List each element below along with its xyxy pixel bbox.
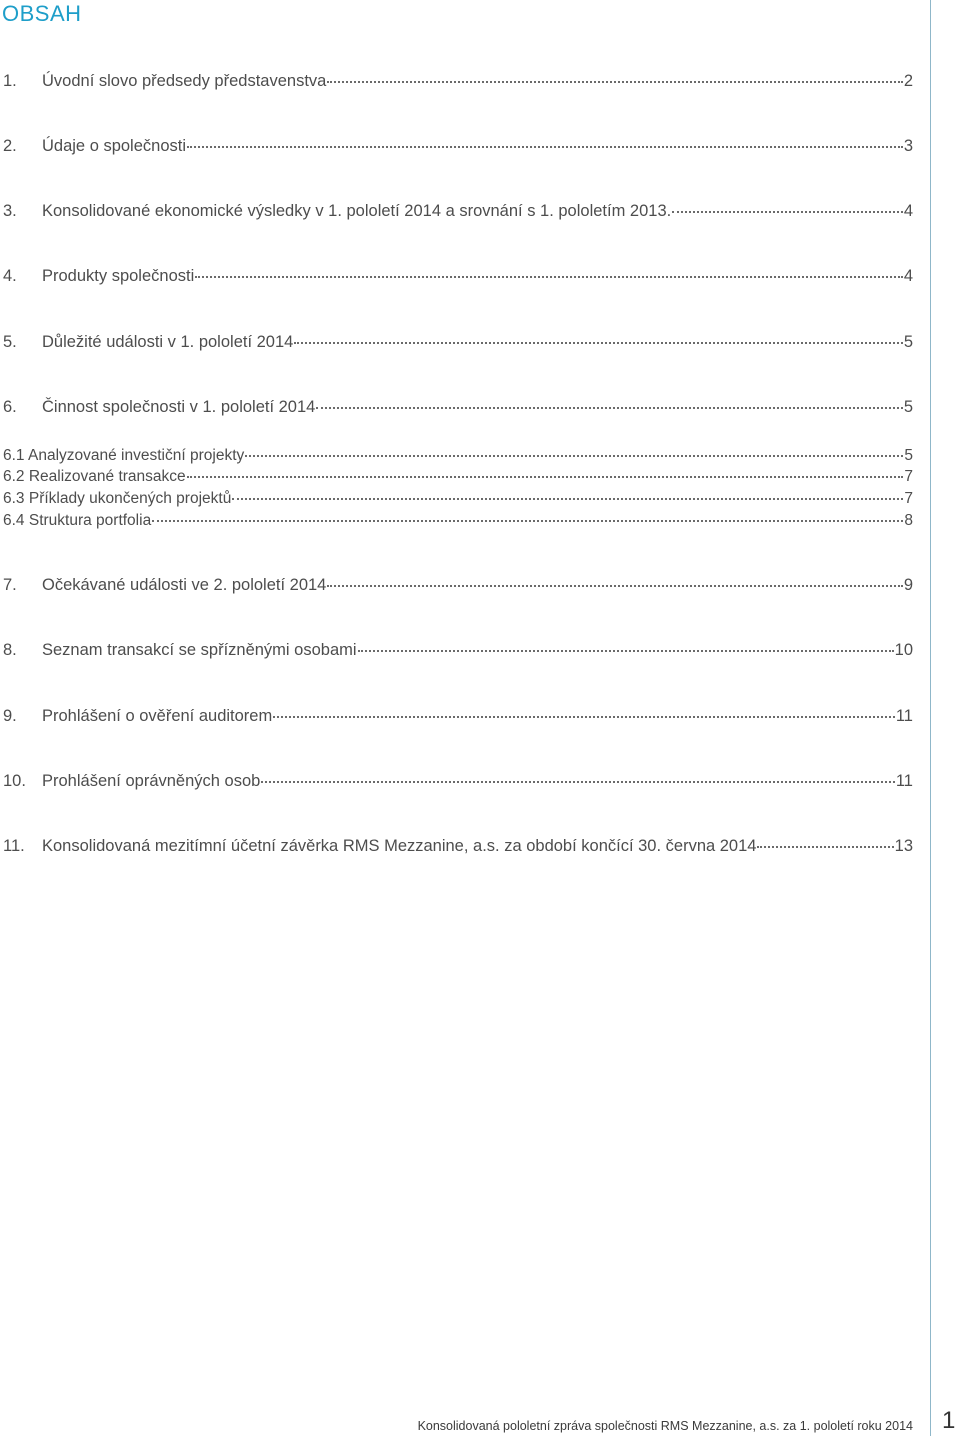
toc-entry-number: 7.: [3, 576, 17, 594]
toc-entry-9[interactable]: [3, 705, 913, 727]
right-margin-rule: [930, 0, 931, 1436]
toc-entry-number: 11.: [3, 837, 25, 855]
toc-entry-number: 2.: [3, 137, 17, 155]
toc-entry-page[interactable]: 2: [903, 72, 913, 90]
dot-leader: [152, 506, 903, 522]
toc-entry-7[interactable]: [3, 574, 913, 596]
toc-entry-number: 4.: [3, 267, 17, 285]
dot-leader: [187, 132, 903, 148]
toc-entry-title[interactable]: 6.4 Struktura portfolia: [3, 512, 152, 529]
toc-entry-8[interactable]: [3, 639, 913, 661]
footer-page-number: 1: [942, 1407, 956, 1434]
toc-entry-title[interactable]: Konsolidovaná mezitímní účetní závěrka RMS Mezzanine, a.s. za období končící 30. června 2014: [42, 837, 757, 855]
toc-entry-3[interactable]: [3, 200, 913, 222]
toc-entry-page[interactable]: 4: [903, 202, 913, 220]
toc-entry-page[interactable]: 4: [903, 267, 913, 285]
toc-entry-page[interactable]: 9: [903, 576, 913, 594]
page-title: OBSAH: [2, 1, 82, 26]
toc-entry-number: 5.: [3, 333, 17, 351]
toc-entry-4[interactable]: [3, 265, 913, 287]
dot-leader: [261, 767, 895, 783]
toc-entry-title[interactable]: Úvodní slovo předsedy představenstva: [42, 72, 327, 90]
toc-entry-title[interactable]: Činnost společnosti v 1. pololetí 2014: [42, 398, 316, 416]
dot-leader: [316, 393, 902, 409]
footer-report-title: Konsolidovaná pololetní zpráva společnosti RMS Mezzanine, a.s. za 1. pololetí roku 2014: [417, 1419, 913, 1433]
toc-entry-title[interactable]: Konsolidované ekonomické výsledky v 1. pololetí 2014 a srovnání s 1. pololetím 2013.: [42, 202, 672, 220]
toc-entry-6-4[interactable]: [3, 509, 913, 531]
toc-entry-page[interactable]: 7: [904, 468, 913, 485]
toc-entry-title[interactable]: Seznam transakcí se spřízněnými osobami: [42, 641, 357, 659]
toc-entry-number: 6.: [3, 398, 17, 416]
dot-leader: [273, 702, 895, 718]
toc-entry-page[interactable]: 10: [894, 641, 913, 659]
dot-leader: [195, 262, 903, 278]
toc-entry-number: 10.: [3, 772, 26, 790]
toc-entry-1[interactable]: [3, 70, 913, 92]
toc-entry-page[interactable]: 11: [895, 772, 913, 790]
toc-entry-title[interactable]: Prohlášení oprávněných osob: [42, 772, 261, 790]
toc-entry-2[interactable]: [3, 135, 913, 157]
toc-entry-title[interactable]: Údaje o společnosti: [42, 137, 187, 155]
toc-entry-page[interactable]: 13: [894, 837, 913, 855]
toc-entry-page[interactable]: 5: [903, 333, 913, 351]
dot-leader: [187, 462, 904, 478]
toc-entry-page[interactable]: 5: [904, 447, 913, 464]
toc-entry-page[interactable]: 5: [903, 398, 913, 416]
toc-entry-number: 8.: [3, 641, 17, 659]
toc-entry-6[interactable]: [3, 396, 913, 418]
dot-leader: [327, 571, 902, 587]
toc-entry-title[interactable]: Prohlášení o ověření auditorem: [42, 707, 273, 725]
dot-leader: [358, 636, 894, 652]
toc-entry-page[interactable]: 3: [903, 137, 913, 155]
toc-entry-title[interactable]: Očekávané události ve 2. pololetí 2014: [42, 576, 327, 594]
toc-entry-5[interactable]: [3, 331, 913, 353]
toc-entry-title[interactable]: 6.2 Realizované transakce: [3, 468, 186, 485]
toc-entry-page[interactable]: 8: [904, 512, 913, 529]
toc-entry-10[interactable]: [3, 770, 913, 792]
toc-entry-title[interactable]: 6.1 Analyzované investiční projekty: [3, 447, 245, 464]
dot-leader: [245, 441, 903, 457]
toc-entry-title[interactable]: Produkty společnosti: [42, 267, 195, 285]
dot-leader: [327, 67, 902, 83]
dot-leader: [232, 484, 903, 500]
toc-entry-number: 3.: [3, 202, 17, 220]
dot-leader: [757, 832, 893, 848]
toc-entry-11[interactable]: [3, 835, 913, 857]
toc-entry-number: 9.: [3, 707, 17, 725]
dot-leader: [672, 197, 903, 213]
toc-entry-title[interactable]: Důležité události v 1. pololetí 2014: [42, 333, 294, 351]
toc-entry-number: 1.: [3, 72, 17, 90]
toc-entry-title[interactable]: 6.3 Příklady ukončených projektů: [3, 490, 232, 507]
toc-entry-page[interactable]: 7: [904, 490, 913, 507]
toc-entry-page[interactable]: 11: [895, 707, 913, 725]
dot-leader: [294, 328, 902, 344]
